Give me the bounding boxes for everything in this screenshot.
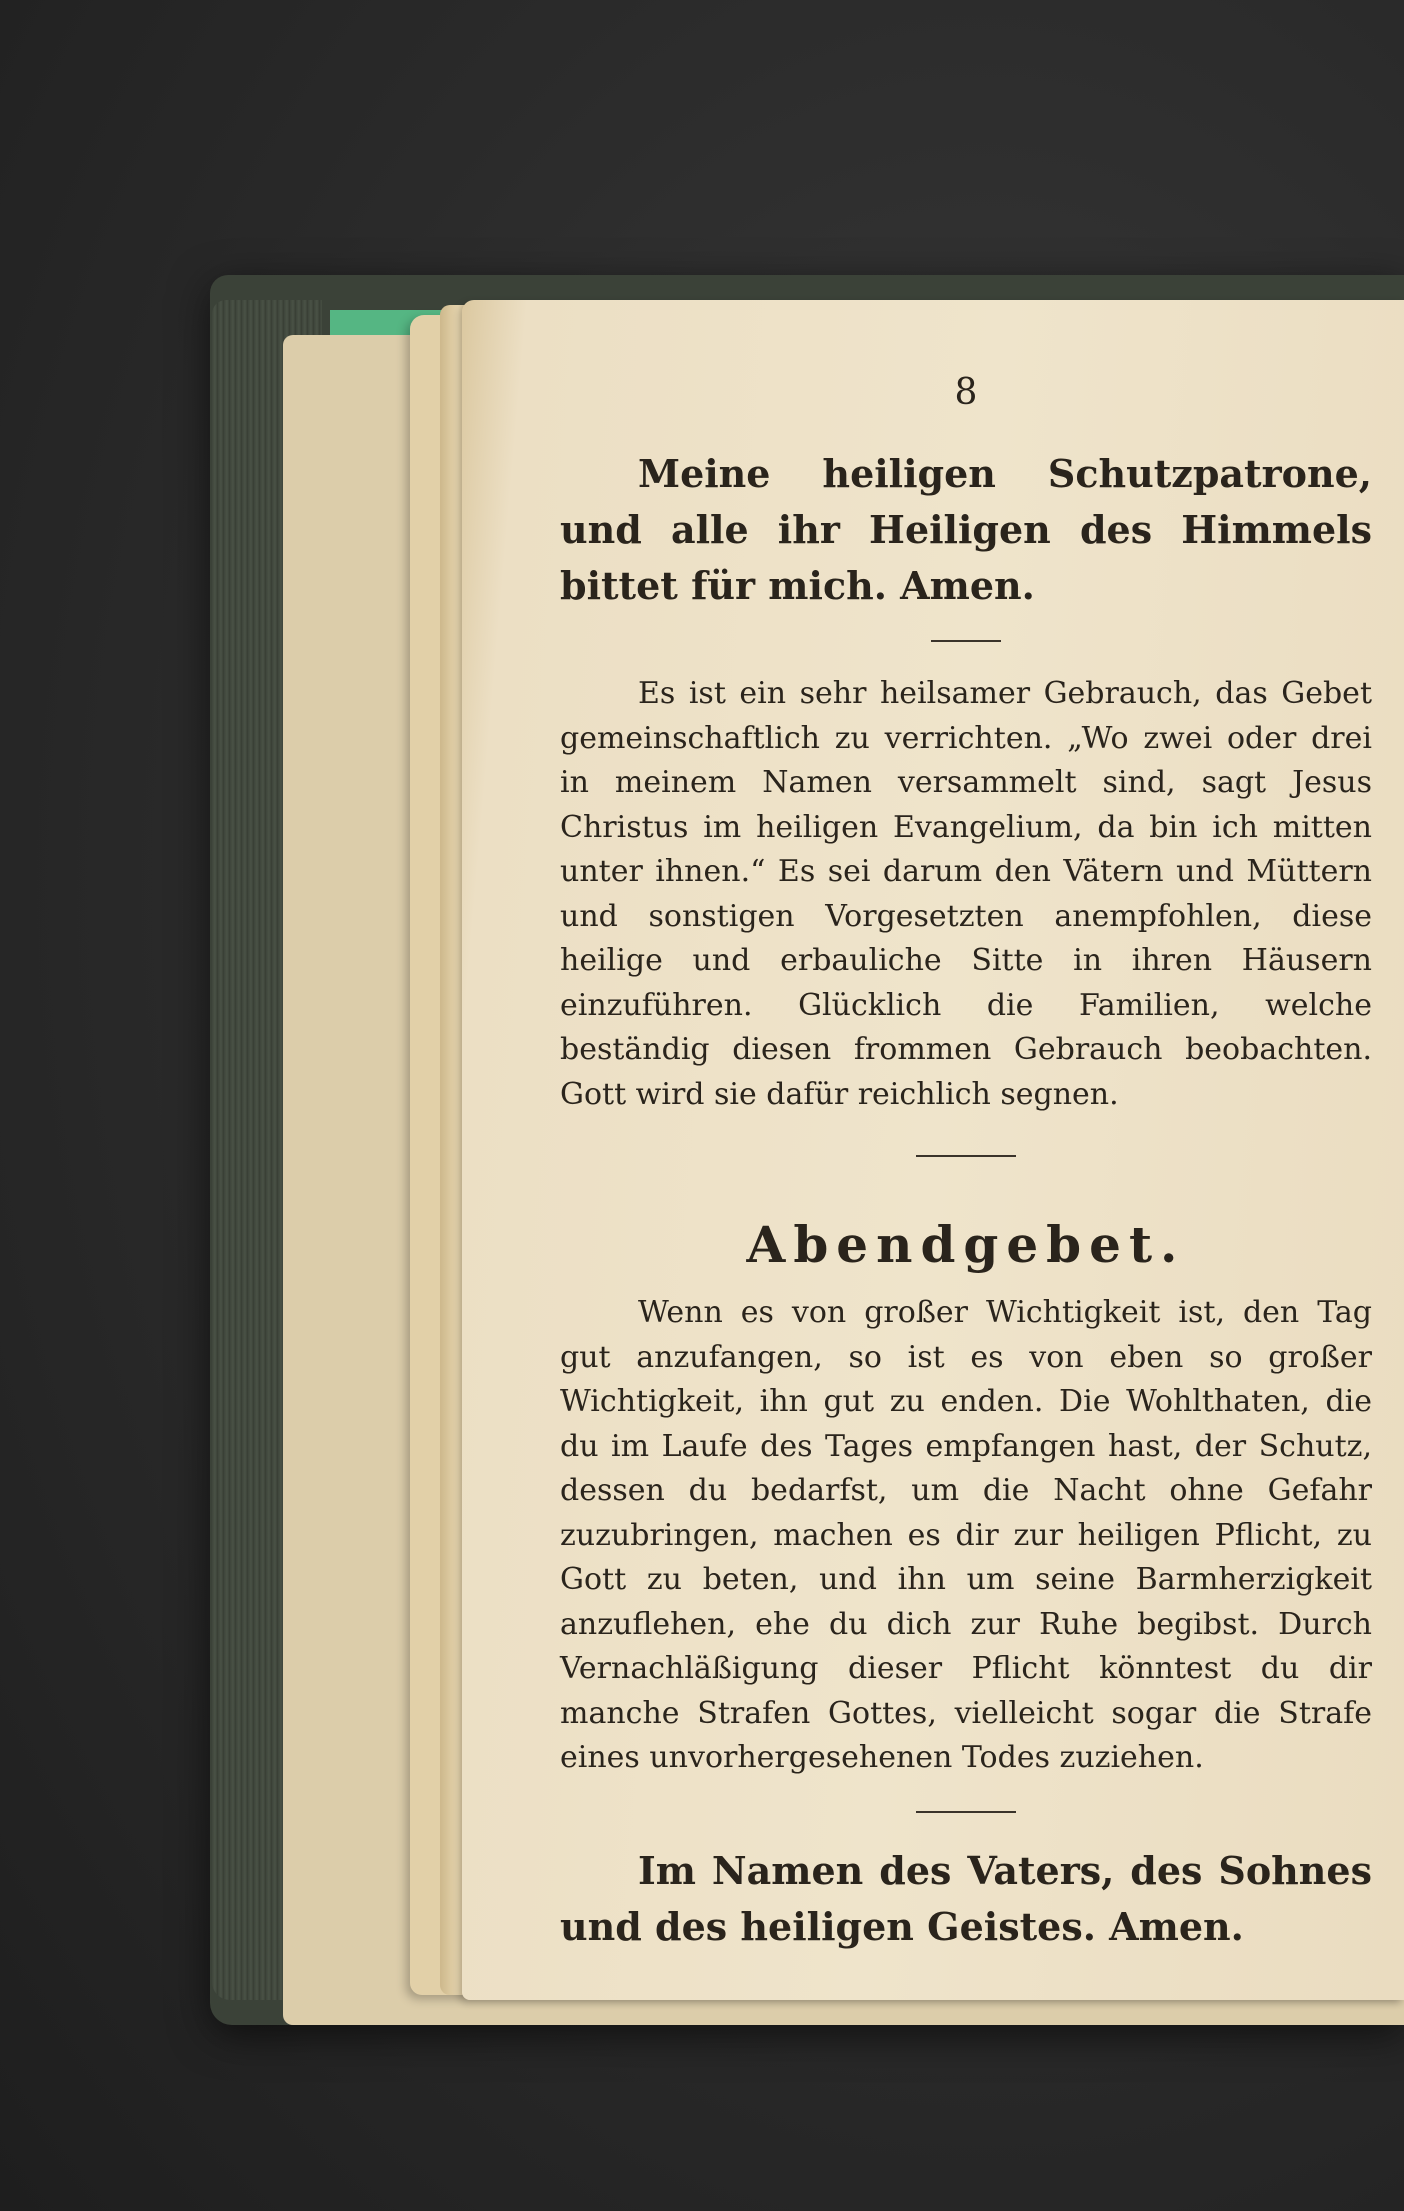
section-heading: Abendgebet.: [746, 1215, 1186, 1274]
divider-rule: [931, 640, 1001, 642]
divider-rule: [916, 1155, 1016, 1157]
closing-prayer-second: Im Namen des Vaters, des Sohnes und des heiligen Geistes. Amen.: [560, 1847, 1372, 1949]
page-content: [560, 370, 1372, 1949]
paragraph-communal-prayer: Es ist ein sehr heilsamer Gebrauch, das Gebet gemeinschaftlich zu verrichten. „Wo zwei oder drei in meinem Namen versammelt sind, sagt Jesus Christus im heiligen Evangelium, da bin ich mitten unter ihnen.“ Es sei darum den Vätern und Müttern und sonstigen Vorgesetzten anempfohlen, diese heilige und erbauliche Sitte in ihren Häusern einzuführen. Glücklich die Familien, welche beständig diesen frommen Gebrauch beobachten. Gott wird sie dafür reichlich segnen.: [560, 676, 1372, 1112]
paragraph-evening-prayer: Wenn es von großer Wichtigkeit ist, den Tag gut anzufangen, so ist es von eben so großer Wichtigkeit, ihn gut zu enden. Die Wohlthaten, die du im Laufe des Tages empfangen hast, der Schutz, dessen du bedarfst, um die Nacht ohne Gefahr zuzubringen, machen es dir zur heiligen Pflicht, zu Gott zu beten, und ihn um seine Barmherzigkeit anzuflehen, ehe du dich zur Ruhe begibst. Durch Vernachläßigung dieser Pflicht könntest du dir manche Strafen Gottes, vielleicht sogar die Strafe eines unvorhergesehenen Todes zuziehen.: [560, 1295, 1372, 1775]
divider-rule: [916, 1811, 1016, 1813]
closing-prayer-first: Meine heiligen Schutzpatrone, und alle ihr Heiligen des Himmels bittet für mich. Amen.: [560, 451, 1372, 608]
page-number: 8: [954, 372, 978, 413]
